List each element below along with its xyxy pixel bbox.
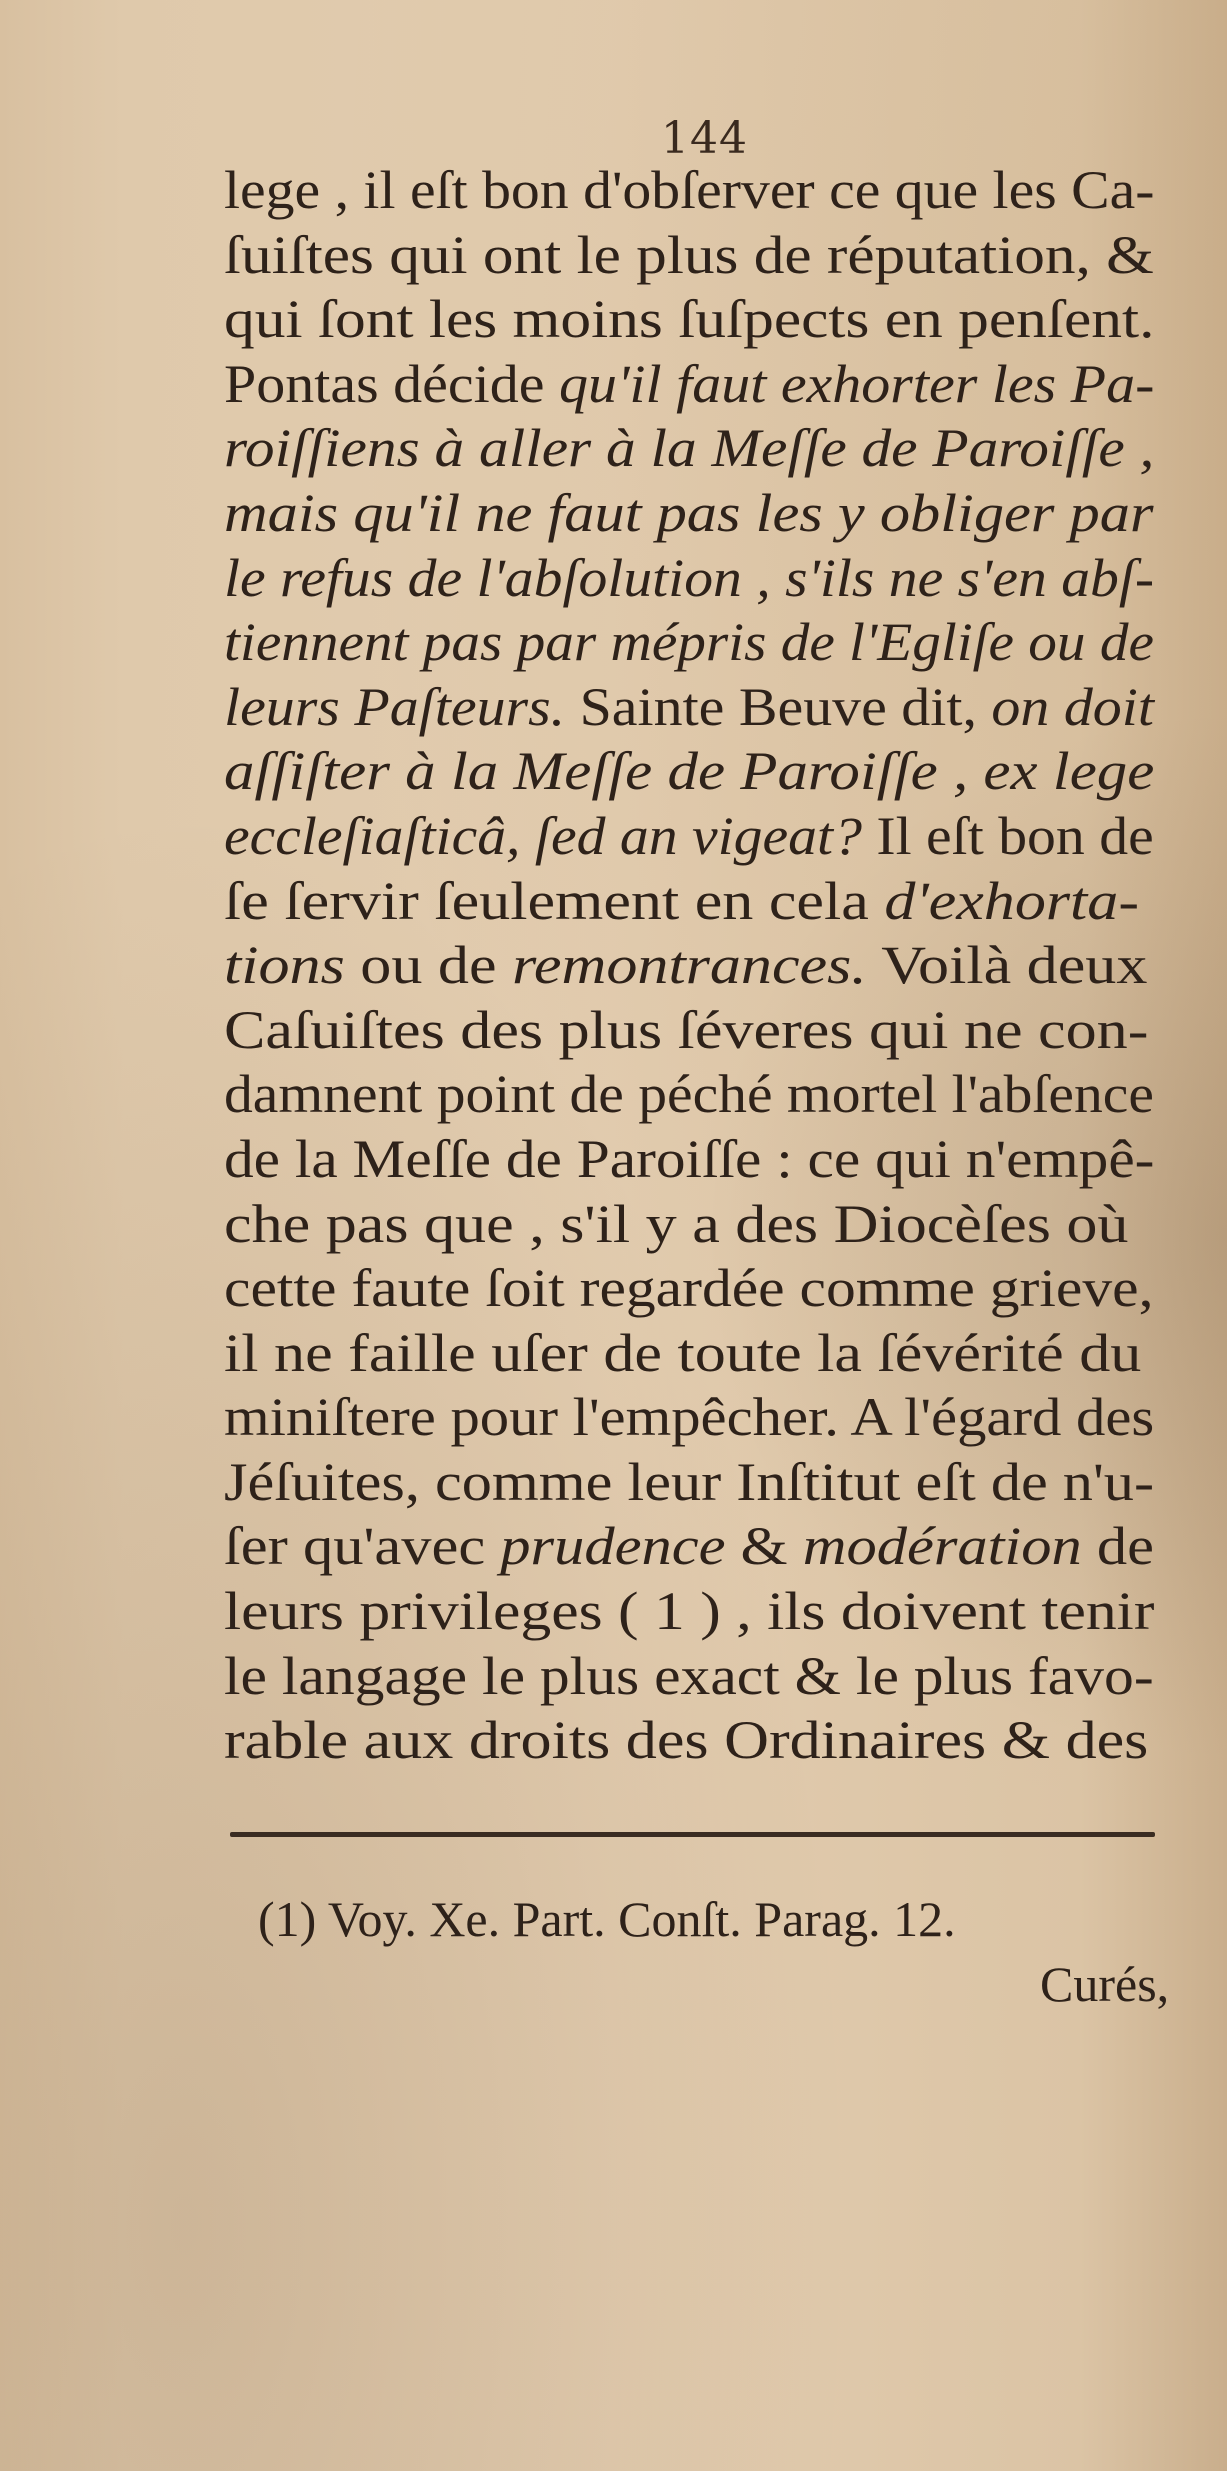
text-segment: Il eſt bon de bbox=[861, 805, 1154, 866]
text-segment: lege , il eſt bon d'obſerver ce que les Ca- bbox=[224, 160, 1155, 220]
italic-text: roiſſiens à aller à la Meſſe de Paroiſſe , bbox=[224, 418, 1155, 479]
text-segment: Jéſuites, comme leur Inſtitut eſt de n'u- bbox=[224, 1451, 1155, 1512]
text-line bbox=[224, 1127, 1227, 1192]
text-line bbox=[224, 1385, 1227, 1450]
text-segment: cette faute ſoit regardée comme grieve, bbox=[224, 1258, 1154, 1319]
text-segment: Pontas décide bbox=[224, 353, 559, 414]
text-line bbox=[224, 223, 1227, 288]
italic-text: on doit bbox=[991, 676, 1154, 737]
text-line bbox=[224, 1644, 1227, 1709]
text-segment: leurs privileges ( 1 ) , ils doivent tenir bbox=[224, 1581, 1155, 1642]
text-line bbox=[224, 1708, 1227, 1773]
text-segment: il ne faille uſer de toute la ſévérité du bbox=[224, 1322, 1142, 1383]
text-segment: de bbox=[1081, 1516, 1154, 1577]
text-segment: Sainte Beuve dit, bbox=[565, 676, 992, 737]
text-line bbox=[224, 610, 1227, 675]
text-segment: qui ſont les moins ſuſpects en penſent. bbox=[224, 289, 1155, 350]
text-segment: & bbox=[725, 1516, 803, 1577]
italic-text: leurs Paſteurs. bbox=[224, 676, 566, 737]
text-segment: de la Meſſe de Paroiſſe : ce qui n'empê- bbox=[224, 1128, 1155, 1189]
text-line bbox=[224, 1450, 1227, 1515]
italic-text: tiennent pas par mépris de l'Egliſe ou de bbox=[224, 612, 1154, 673]
text-line bbox=[224, 804, 1227, 869]
italic-text: d'exhorta- bbox=[884, 870, 1140, 931]
text-line bbox=[224, 1062, 1227, 1127]
italic-text: aſſiſter à la Meſſe de Paroiſſe , ex lege bbox=[224, 741, 1155, 802]
footnote-rule bbox=[230, 1832, 1155, 1837]
text-line bbox=[224, 546, 1227, 611]
italic-text: le refus de l'abſolution , s'ils ne s'en abſ- bbox=[224, 547, 1155, 608]
text-segment: rable aux droits des Ordinaires & des bbox=[224, 1710, 1149, 1771]
text-segment: ſer qu'avec bbox=[224, 1516, 501, 1577]
text-line bbox=[224, 1192, 1227, 1257]
text-segment: ou de bbox=[344, 935, 513, 996]
text-segment: ſuiſtes qui ont le plus de réputation, & bbox=[224, 224, 1154, 285]
text-line bbox=[224, 158, 1227, 223]
text-line bbox=[224, 869, 1227, 934]
text-line bbox=[224, 352, 1227, 417]
italic-text: mais qu'il ne faut pas les y obliger par bbox=[224, 482, 1154, 543]
page-number: 144 bbox=[661, 113, 748, 164]
footnote: (1) Voy. Xe. Part. Conſt. Parag. 12. bbox=[258, 1891, 956, 1947]
italic-text: remontrances. bbox=[512, 935, 867, 996]
text-segment: che pas que , s'il y a des Diocèſes où bbox=[224, 1193, 1129, 1254]
body-text bbox=[224, 158, 1204, 1773]
italic-text: qu'il faut exhorter les Pa- bbox=[558, 353, 1155, 414]
text-line bbox=[224, 1514, 1227, 1579]
text-line bbox=[224, 481, 1227, 546]
text-line bbox=[224, 675, 1227, 740]
text-segment: le langage le plus exact & le plus favo- bbox=[224, 1645, 1154, 1706]
text-line bbox=[224, 933, 1227, 998]
text-line bbox=[224, 998, 1227, 1063]
italic-text: modération bbox=[802, 1516, 1082, 1577]
text-line bbox=[224, 287, 1227, 352]
text-line bbox=[224, 739, 1227, 804]
text-line bbox=[224, 416, 1227, 481]
italic-text: eccleſiaſticâ, ſed an vigeat? bbox=[224, 805, 862, 866]
italic-text: prudence bbox=[500, 1516, 726, 1577]
text-line bbox=[224, 1321, 1227, 1386]
text-segment: Caſuiſtes des plus ſéveres qui ne con- bbox=[224, 999, 1149, 1060]
text-segment: ſe ſervir ſeulement en cela bbox=[224, 870, 885, 931]
catchword: Curés, bbox=[1040, 1956, 1170, 2012]
text-line bbox=[224, 1579, 1227, 1644]
text-segment: damnent point de péché mortel l'abſence bbox=[224, 1064, 1154, 1125]
italic-text: tions bbox=[224, 935, 345, 996]
text-line bbox=[224, 1256, 1227, 1321]
text-segment: miniſtere pour l'empêcher. A l'égard des bbox=[224, 1387, 1155, 1448]
text-segment: Voilà deux bbox=[866, 935, 1148, 996]
